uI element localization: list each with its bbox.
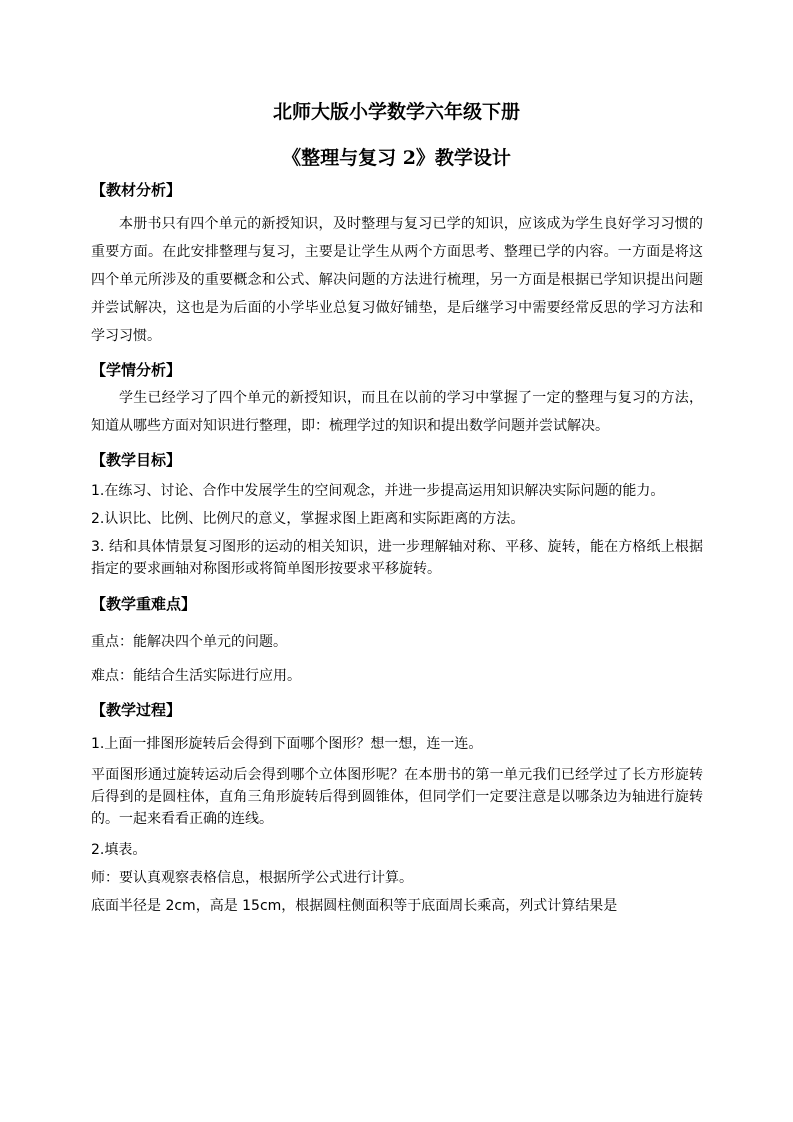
goal-item: 3. 结和具体情景复习图形的运动的相关知识，进一步理解轴对称、平移、旋转，能在方格纸上根据指定的要求画轴对称图形或将简单图形按要求平移旋转。 — [91, 539, 703, 577]
teacher-instruction: 师：要认真观察表格信息，根据所学公式进行计算。 — [91, 870, 413, 886]
heading-key-points: 【教学重难点】 — [91, 595, 197, 613]
paragraph-student-analysis: 学生已经学习了四个单元的新授知识，而且在以前的学习中掌握了一定的整理与复习的方法，知道从哪些方面对知识进行整理，即：梳理学过的知识和提出数学问题并尝试解决。 — [91, 390, 703, 434]
process-step-1-description: 平面图形通过旋转运动后会得到哪个立体图形呢？在本册书的第一单元我们已经学过了长方形旋转后得到的是圆柱体，直角三角形旋转后得到圆锥体，但同学们一定要注意是以哪条边为轴进行旋转的。一起来看看正确的连线。 — [91, 767, 703, 827]
process-step-2: 2.填表。 — [91, 842, 147, 858]
document-title: 北师大版小学数学六年级下册 — [272, 101, 520, 123]
goal-item: 2.认识比、比例、比例尺的意义，掌握求图上距离和实际距离的方法。 — [91, 511, 525, 527]
difficult-point-text: 难点：能结合生活实际进行应用。 — [91, 668, 301, 684]
calculation-text: 底面半径是 2cm，高是 15cm，根据圆柱侧面积等于底面周长乘高，列式计算结果是 — [91, 898, 618, 914]
document-subtitle: 《整理与复习 2》教学设计 — [282, 147, 511, 169]
heading-teaching-process: 【教学过程】 — [91, 701, 182, 719]
key-point-text: 重点：能解决四个单元的问题。 — [91, 634, 287, 650]
goal-item: 1.在练习、讨论、合作中发展学生的空间观念，并进一步提高运用知识解决实际问题的能力。 — [91, 483, 665, 499]
heading-teaching-goals: 【教学目标】 — [91, 451, 182, 469]
heading-textbook-analysis: 【教材分析】 — [91, 181, 182, 199]
document-body — [91, 176, 703, 920]
heading-student-analysis: 【学情分析】 — [91, 361, 182, 379]
process-step-1: 1.上面一排图形旋转后会得到下面哪个图形？想一想，连一连。 — [91, 736, 483, 752]
paragraph-textbook-analysis: 本册书只有四个单元的新授知识，及时整理与复习已学的知识，应该成为学生良好学习习惯的重要方面。在此安排整理与复习，主要是让学生从两个方面思考、整理已学的内容。一方面是将这四个单元所涉及的重要概念和公式、解决问题的方法进行梳理，另一方面是根据已学知识提出问题并尝试解决，这也是为后面的小学毕业总复习做好铺垫，是后继学习中需要经常反思的学习方法和学习习惯。 — [91, 216, 703, 344]
